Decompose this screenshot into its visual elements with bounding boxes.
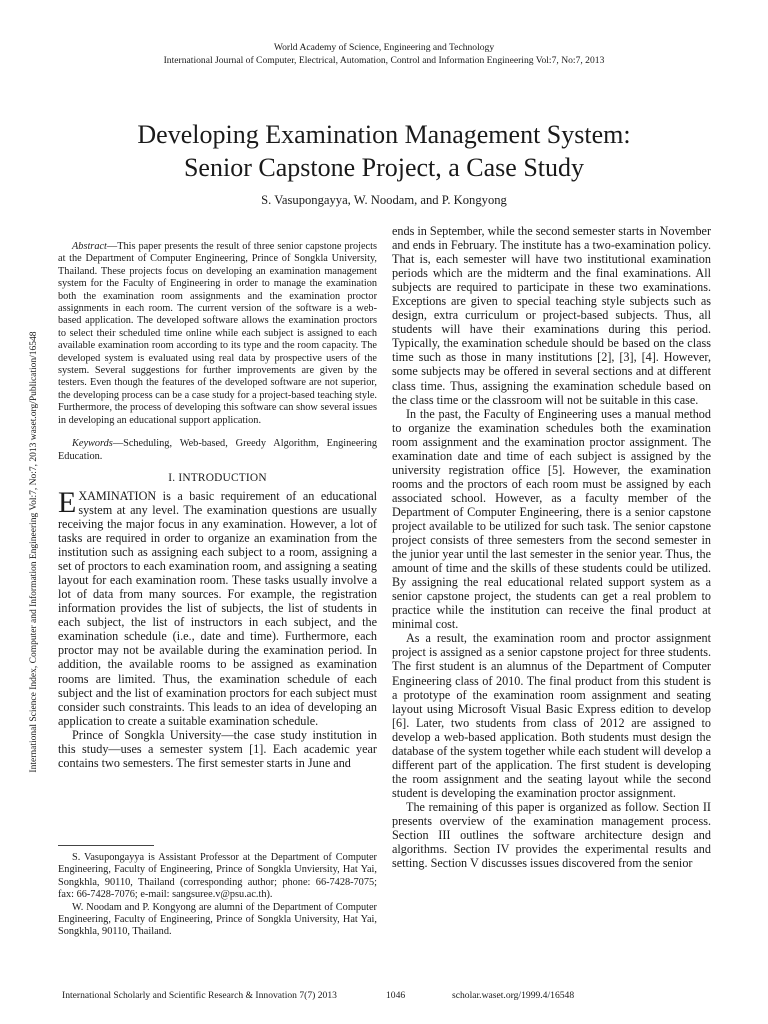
keywords-text: —Scheduling, Web-based, Greedy Algorithm, Engineering Education. (58, 438, 377, 462)
footer-page-number: 1046 (386, 990, 406, 1001)
intro-paragraph-1-text: XAMINATION is a basic requirement of an educational system at any level. The examination questions are usually receiving the major focus in any examination. However, a lot of tasks are required in order to organize an examination from the institution such as assigning each subject to a room, assigning a set of proctors to each examination room, and assigning a seating layout for each examination room. These tasks usually involve a lot of data from many sources. For example, the registration information provides the list of subjects, the list of students in each subject, the list of instructors in each subject, and the examination schedule (i.e., date and time). Furthermore, each proctor may not be available during the examination period. In addition, the available rooms to be assigned as examination rooms are limited. Thus, the examination schedule of each subject and the list of examination proctors for each subject must consider such constraints. This leads to an idea of developing an application to create a suitable examination schedule. (58, 488, 377, 728)
footer-url: scholar.waset.org/1999.4/16548 (452, 990, 575, 1001)
footnotes (58, 852, 377, 939)
right-paragraph-1: ends in September, while the second semester starts in November and ends in February. The institute has a two-examination policy. That is, each semester will have two institutional examination periods which are the midterm and the final examinations. All subjects are required to participate in these two examinations. Exceptions are given to special teaching style subjects such as design, extra curriculum or project-based subjects. Thus, all students will have their examinations during this period. Typically, the examination schedule should be based on the class time such as those in many institutions [2], [3], [4]. However, some subjects may be offered in several sections and at different class time. Thus, assigning the examination schedule based on the class time or the classroom will not be suitable in this case. (392, 224, 712, 407)
authors: S. Vasupongayya, W. Noodam, and P. Kongyong (261, 193, 507, 207)
paper-title-line2: Senior Capstone Project, a Case Study (183, 153, 585, 182)
footnote-1: S. Vasupongayya is Assistant Professor at the Department of Computer Engineering, Faculty of Engineering, Prince of Songkla Unviersity, Hat Yai, Songkhla, 90110, Thailand (corresponding author; phone: 66-7428-7075; fax: 66-7428-7076; e-mail: sangsuree.v@psu.ac.th). (58, 852, 377, 901)
abstract-label: Abstract (72, 241, 107, 252)
keywords-label: Keywords (72, 438, 113, 450)
right-column (392, 224, 711, 870)
right-paragraph-4: The remaining of this paper is organized as follow. Section II presents overview of the examination management process. Section III outlines the software architecture design and algorithms. Section IV provides the experimental results and setting. Section V discusses issues discovered from the senior (392, 799, 711, 871)
section-numeral: I. (168, 471, 179, 484)
keywords (58, 438, 377, 463)
right-paragraph-2: In the past, the Faculty of Engineering uses a manual method to organize the examination schedules both the examination room assignment and the examination proctor assignment. The examination date and time of each subject is assigned by the university registration office [5]. However, the examination rooms and the proctors of each room must be assigned by each associated school. However, as a faculty member of the Department of Computer Engineering, there is a senior capstone project available to be utilized for such task. The senior capstone project consists of three semesters from the second semester in the junior year until the last semester in the senior year. Thus, the amount of time and the skills of these students could be utilized. By assigning the real educational related support system as a senior capstone project, the students can get a real problem to practice while the institution can receive the final product at minimal cost. (392, 406, 711, 632)
section-initial: I (178, 471, 183, 484)
left-column (58, 224, 377, 770)
footnote-2: W. Noodam and P. Kongyong are alumni of the Department of Computer Engineering, Faculty of Engineering, Prince of Songkla University, Hat Yai, Songkhla, 90110, Thailand. (58, 901, 377, 938)
index-sidebar: International Science Index, Computer and Information Engineering Vol:7, No:7, 2013 waset.org/Publication/16548 (29, 331, 39, 773)
paper-title (0, 118, 768, 184)
abstract (58, 241, 377, 427)
abstract-text: —This paper presents the result of three senior capstone projects at the Department of Computer Engineering, Prince of Songkla University, Thailand. These projects focus on developing an examination management system for the Faculty of Engineering in order to manage the examination both the examination room assignments and the examination proctor assignments in each room. The current version of the software is a web-based application. The developed software allows the examination proctors to select their scheduled time online while each subject is assigned to each available examination room according to its type and the room capacity. The developed system is evaluated using real data by prospective users of the system. Several suggestions for further improvements are given by the testers. Even though the features of the developed software are not superior, the developing process can be a case study for a project-based teaching style. Furthermore, the process of developing this software can show several issues in developing an educational support application. (58, 241, 377, 426)
intro-paragraph-2: Prince of Songkla University—the case study institution in this study—uses a semester system [1]. Each academic year contains two semesters. The first semester starts in June and (58, 727, 377, 770)
section-title-rest: NTRODUCTION (182, 471, 267, 484)
footer-publisher: International Scholarly and Scientific Research & Innovation 7(7) 2013 (62, 990, 337, 1001)
footnote-rule (58, 845, 154, 846)
right-paragraph-3: As a result, the examination room and proctor assignment project is assigned as a senior capstone project for three students. The first student is an alumnus of the Department of Computer Engineering class of 2010. The final product from this student is a prototype of the examination room assignment and seating layout using Microsoft Visual Basic Express edition to develop [6]. Later, two students from class of 2012 are assigned to develop a web-based application. Both students must design the database of the system together while each student will develop a different part of the application. The first student is developing the room assignment and the seating layout while the second student is developing the examination proctor assignment. (392, 631, 711, 800)
paper-title-line1: Developing Examination Management System: (137, 120, 631, 149)
intro-paragraph-1 (58, 485, 377, 728)
section-heading-introduction (58, 472, 377, 484)
drop-cap: E (58, 485, 77, 519)
journal-header-org: World Academy of Science, Engineering and Technology (273, 42, 495, 53)
journal-header-title: International Journal of Computer, Electrical, Automation, Control and Information Engineering Vol:7, No:7, 2013 (163, 55, 605, 66)
